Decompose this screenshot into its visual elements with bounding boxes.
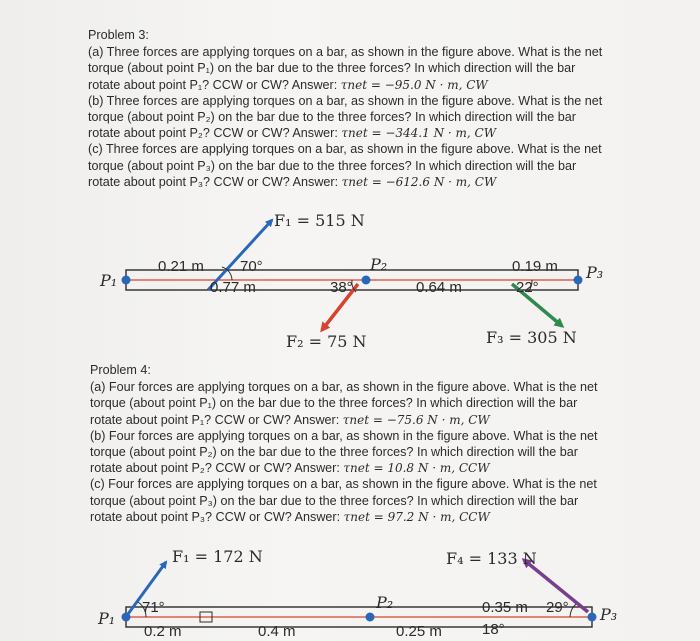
problem-3-part-b-answer: τnet = −344.1 N · m, CW — [341, 126, 497, 141]
point-p3-dot-4 — [588, 613, 597, 622]
label-f3: F₃ = 305 N — [486, 328, 577, 347]
problem-3-figure — [99, 211, 603, 351]
label-f4: F₄ = 133 N — [446, 549, 537, 568]
problem-4-figure — [97, 547, 617, 640]
point-p3-dot — [574, 276, 583, 285]
label-p3-4: P₃ — [600, 605, 618, 624]
label-dist-2: 0.77 m — [210, 279, 256, 296]
label-dist-1: 0.21 m — [158, 258, 204, 275]
label-dist-3: 0.64 m — [416, 279, 462, 296]
label-f1-4: F₁ = 172 N — [172, 547, 263, 566]
label-dist-1-4: 0.2 m — [144, 623, 182, 640]
label-p1-4: P₁ — [98, 609, 116, 628]
point-p1-dot — [122, 276, 131, 285]
label-p2: P₂ — [370, 255, 388, 274]
problem-4-part-b-answer: τnet = 10.8 N · m, CCW — [343, 461, 490, 476]
label-p2-4: P₂ — [376, 593, 394, 612]
problem-3-part-b-text: (b) Three forces are applying torques on a bar, as shown in the figure above. What is the net torque (about point P₂) on the bar due to the three forces? In which direction will the bar rotate about point P₂? CCW or CW? Answer: — [88, 93, 603, 141]
label-angle-3: 22° — [516, 279, 539, 296]
label-f2: F₂ = 75 N — [286, 332, 367, 351]
point-p2-dot-4 — [366, 613, 375, 622]
point-p2-dot — [362, 276, 371, 285]
problem-3-part-c-text: (c) Three forces are applying torques on a bar, as shown in the figure above. What is the net torque (about point P₃) on the bar due to the three forces? In which direction will the bar rotate about point P₃? CCW or CW? Answer: — [88, 142, 602, 189]
problem-3-part-c-answer: τnet = −612.6 N · m, CW — [341, 174, 497, 189]
problem-4-part-a-answer: τnet = −75.6 N · m, CW — [342, 412, 490, 427]
label-angle-4c: 18° — [482, 621, 505, 638]
label-angle-4b: 29° — [546, 599, 569, 616]
label-p1: P₁ — [100, 271, 118, 290]
problem-4-part-b-text: (b) Four forces are applying torques on a bar, as shown in the figure above. What is the net torque (about point P₂) on the bar due to the three forces? In which direction will the bar rotate about point P₂? CCW or CW? Answer: — [90, 428, 598, 476]
problem-4-part-c-answer: τnet = 97.2 N · m, CCW — [343, 509, 490, 524]
label-dist-2-4: 0.4 m — [258, 623, 296, 640]
label-dist-3-4: 0.25 m — [396, 623, 442, 640]
problem-3-part-a-text: (a) Three forces are applying torques on a bar, as shown in the figure above. What is the net torque (about point P₁) on the bar due to the three forces? In which direction will the bar rotate about point P₁? CCW or CW? Answer: — [88, 45, 603, 92]
label-dist-4-4: 0.35 m — [482, 599, 528, 616]
angle-arc-4b — [570, 604, 576, 617]
problem-4-part-a-text: (a) Four forces are applying torques on a bar, as shown in the figure above. What is the net torque (about point P₁) on the bar due to the three forces? In which direction will the bar rotate about point P₁? CCW or CW? Answer: — [90, 380, 598, 427]
problem-4-part-c-text: (c) Four forces are applying torques on a bar, as shown in the figure above. What is the net torque (about point P₃) on the bar due to the three forces? In which direction will the bar rotate about point P₃? CCW or CW? Answer: — [90, 477, 597, 524]
label-dist-4: 0.19 m — [512, 258, 558, 275]
label-angle-2: 38° — [330, 279, 353, 296]
label-angle-4a: 71° — [142, 599, 165, 616]
label-angle-1: 70° — [240, 258, 263, 275]
problem-3-part-a-answer: τnet = −95.0 N · m, CW — [340, 77, 488, 92]
problem-3-heading: Problem 3: — [88, 28, 149, 42]
label-p3: P₃ — [586, 263, 604, 282]
problem-4-heading: Problem 4: — [90, 363, 151, 377]
label-f1: F₁ = 515 N — [274, 211, 365, 230]
